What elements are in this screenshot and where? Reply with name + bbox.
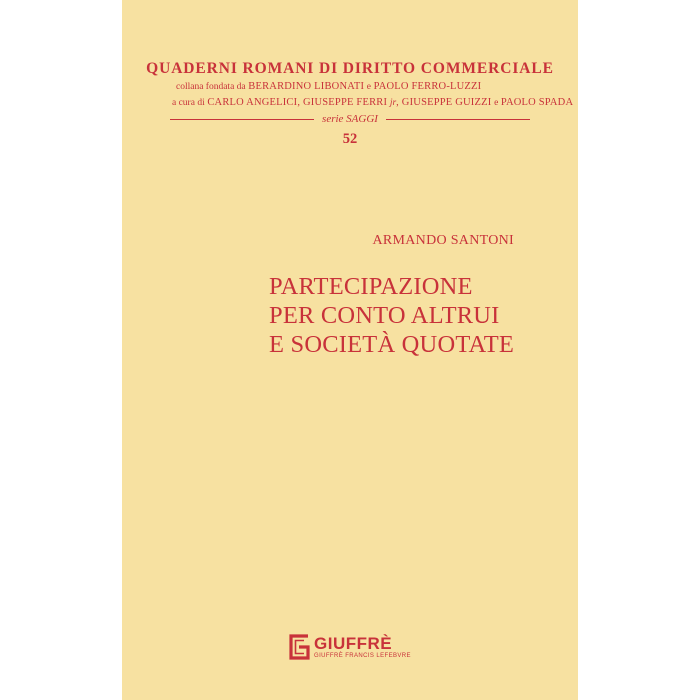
publisher-block bbox=[288, 634, 411, 660]
series-founders bbox=[176, 81, 481, 92]
book-cover bbox=[122, 0, 578, 700]
editors-joiner: e bbox=[494, 98, 499, 108]
divider-line-left bbox=[170, 119, 314, 120]
book-title bbox=[269, 272, 514, 359]
editors-part-3: PAOLO SPADA bbox=[500, 97, 574, 108]
founders-joiner: e bbox=[366, 82, 371, 92]
editors-jr: jr bbox=[389, 98, 397, 108]
subseries-divider bbox=[170, 113, 530, 125]
title-line-2: PER CONTO ALTRUI bbox=[269, 302, 500, 329]
founder-2: PAOLO FERRO-LUZZI bbox=[373, 81, 482, 92]
publisher-logo-icon bbox=[288, 634, 310, 660]
series-number: 52 bbox=[342, 131, 358, 147]
divider-line-right bbox=[386, 119, 530, 120]
editors-part-1: CARLO ANGELICI, GIUSEPPE FERRI bbox=[207, 97, 388, 108]
editors-prefix: a cura di bbox=[172, 98, 205, 108]
founder-1: BERARDINO LIBONATI bbox=[248, 81, 365, 92]
publisher-name: GIUFFRÈ bbox=[314, 633, 393, 653]
title-line-3: E SOCIETÀ QUOTATE bbox=[269, 331, 515, 358]
series-editors bbox=[172, 97, 573, 108]
founded-prefix: collana fondata da bbox=[176, 82, 246, 92]
subseries-label: serie SAGGI bbox=[322, 113, 378, 125]
series-title: QUADERNI ROMANI DI DIRITTO COMMERCIALE bbox=[146, 60, 554, 77]
publisher-subtitle: GIUFFRÈ FRANCIS LEFEBVRE bbox=[314, 652, 411, 659]
title-line-1: PARTECIPAZIONE bbox=[269, 273, 473, 300]
editors-part-2: , GIUSEPPE GUIZZI bbox=[396, 97, 492, 108]
author-name: ARMANDO SANTONI bbox=[372, 233, 514, 248]
